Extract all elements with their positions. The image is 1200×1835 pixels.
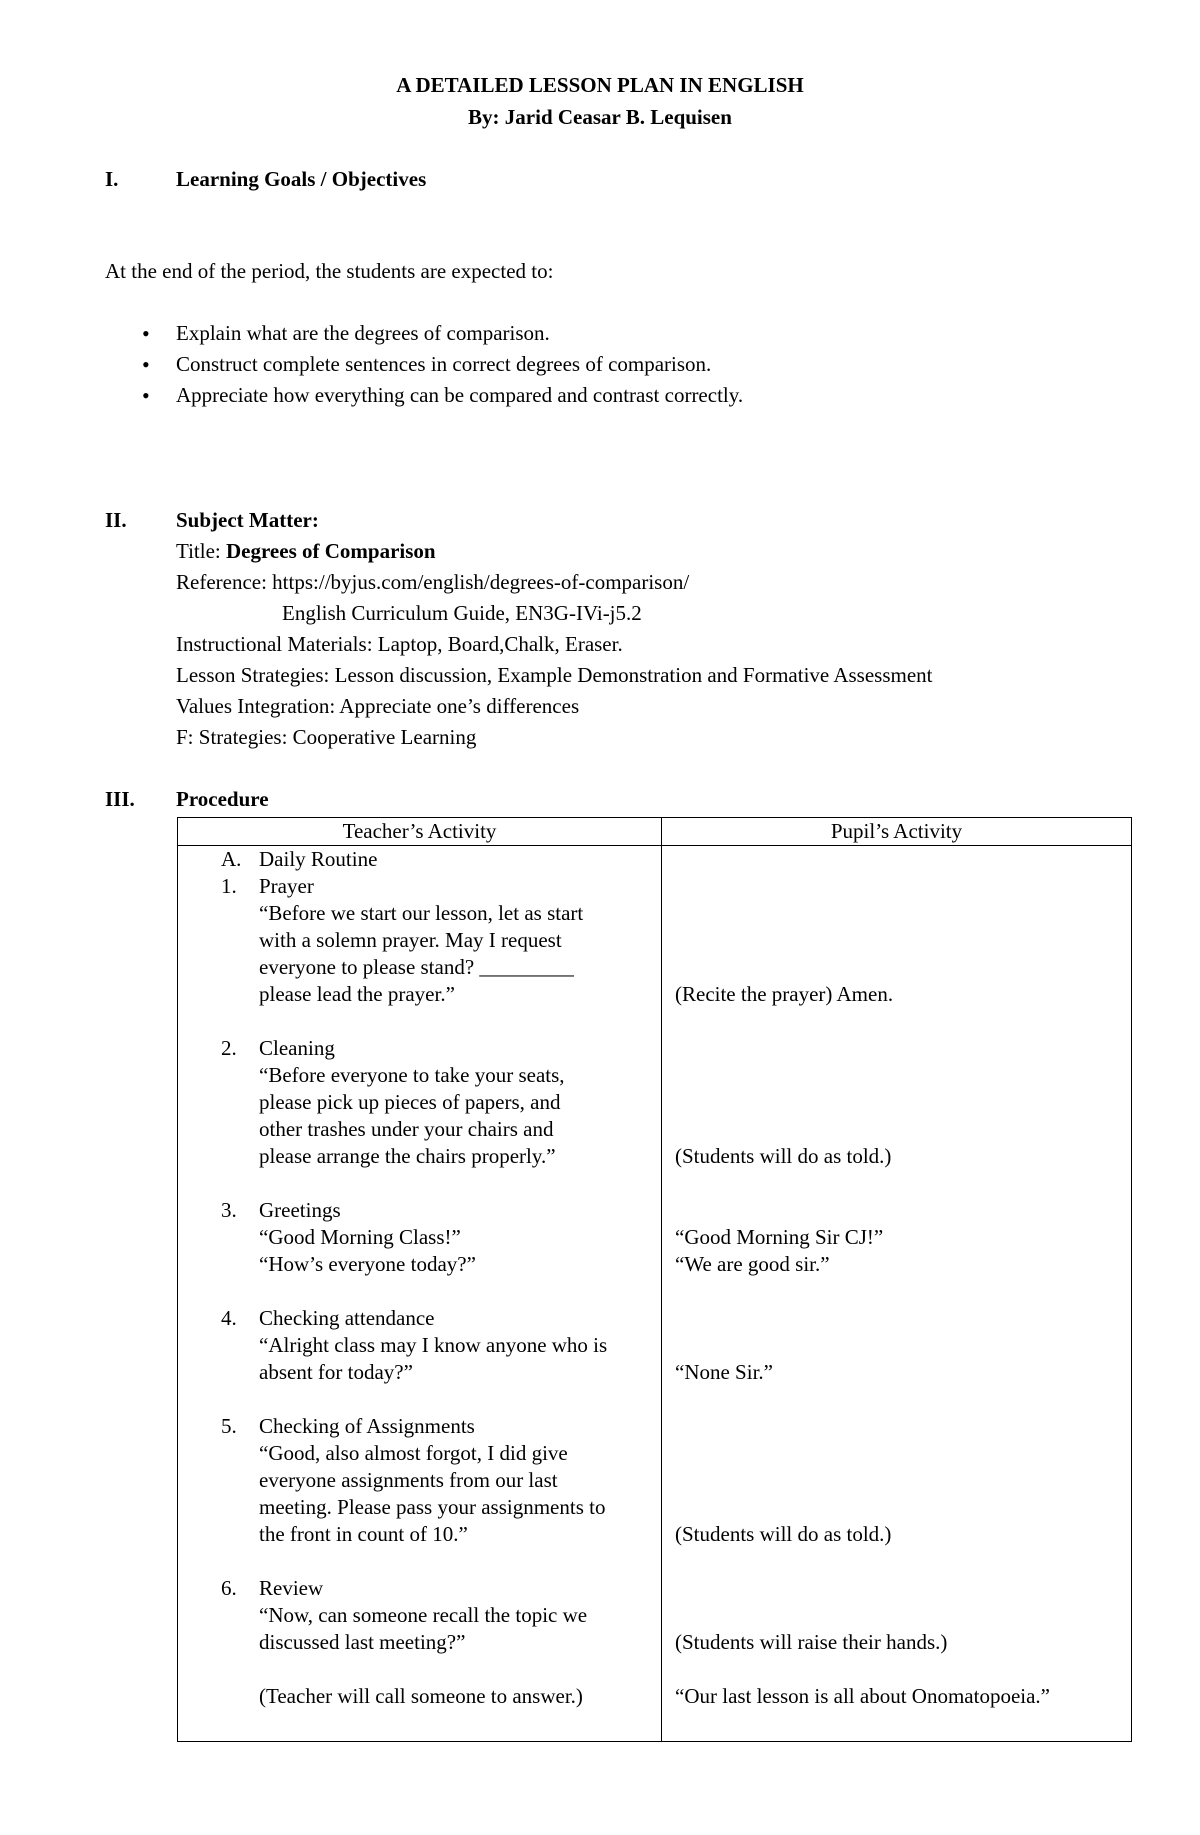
- bullet-icon: •: [142, 352, 150, 377]
- greetings-title: Greetings: [259, 1198, 341, 1222]
- lesson-title-value: Degrees of Comparison: [226, 539, 436, 563]
- review-response: (Students will raise their hands.): [675, 1630, 948, 1654]
- teacher-activity-header: Teacher’s Activity: [178, 818, 662, 846]
- section1-heading: Learning Goals / Objectives: [176, 167, 427, 191]
- section3-heading: Procedure: [176, 787, 269, 811]
- reference-guide: English Curriculum Guide, EN3G-IVi-j5.2: [282, 601, 642, 625]
- daily-routine-title: Daily Routine: [259, 847, 378, 871]
- lesson-title: Title: Degrees of Comparison: [176, 539, 436, 563]
- attendance-response: “None Sir.”: [675, 1360, 773, 1384]
- objectives-intro: At the end of the period, the students are expected to:: [105, 259, 554, 283]
- prayer-response: (Recite the prayer) Amen.: [675, 982, 894, 1006]
- greetings-response: “Good Morning Sir CJ!”: [675, 1225, 884, 1249]
- f-strategies: F: Strategies: Cooperative Learning: [176, 725, 477, 749]
- pupil-activity-cell: [662, 846, 1132, 1742]
- teacher-activity-cell: A. Daily Routine 1. Prayer “Before we start our lesson, let as start with a solemn prayer. May I request everyone to please stand? _________ please lead the prayer.” 2. Cleaning “Before everyone to take your seats, please pick up pieces of papers, and other trashes under your chairs and please arrange the chairs properly.” 3. Greetings “Good Morning Class!” “How’s everyone today?” 4. Checking attendance “Alright class may I know anyone who is absent for today?” 5. Checking of Assignments “Good, also almost forgot, I did give everyone assignments from our last meeting. Please pass your assignments to the front in count of 10.” 6. Review “Now, can someone recall the topic we discussed last meeting?” (Teacher will call someone to answer.): [178, 846, 662, 1742]
- section2-numeral: II.: [105, 508, 127, 532]
- objective-item: • Construct complete sentences in correct degrees of comparison.: [118, 349, 743, 380]
- assignments-response: (Students will do as told.): [675, 1522, 892, 1546]
- section3-numeral: III.: [105, 787, 135, 811]
- values-integration: Values Integration: Appreciate one’s differences: [176, 694, 580, 718]
- document-author: By: Jarid Ceasar B. Lequisen: [468, 105, 732, 129]
- lesson-strategies: Lesson Strategies: Lesson discussion, Example Demonstration and Formative Assessment: [176, 663, 933, 687]
- bullet-icon: •: [142, 321, 150, 346]
- prayer-title: Prayer: [259, 874, 314, 898]
- document-title: A DETAILED LESSON PLAN IN ENGLISH: [396, 73, 804, 97]
- procedure-table: [177, 817, 1132, 1742]
- objectives-list: [118, 318, 743, 411]
- reference-url: Reference: https://byjus.com/english/degrees-of-comparison/: [176, 570, 690, 594]
- section1-numeral: I.: [105, 167, 119, 191]
- table-header-row: [178, 818, 1132, 846]
- objective-item: • Appreciate how everything can be compared and contrast correctly.: [118, 380, 743, 411]
- assignments-title: Checking of Assignments: [259, 1414, 475, 1438]
- review-response: “Our last lesson is all about Onomatopoeia.”: [675, 1684, 1050, 1708]
- section2-heading: Subject Matter:: [176, 508, 319, 532]
- attendance-title: Checking attendance: [259, 1306, 435, 1330]
- pupil-activity-header: Pupil’s Activity: [662, 818, 1132, 846]
- table-row: [178, 846, 1132, 1742]
- bullet-icon: •: [142, 383, 150, 408]
- review-title: Review: [259, 1576, 324, 1600]
- cleaning-title: Cleaning: [259, 1036, 335, 1060]
- cleaning-response: (Students will do as told.): [675, 1144, 892, 1168]
- greetings-response: “We are good sir.”: [675, 1252, 830, 1276]
- instructional-materials: Instructional Materials: Laptop, Board,Chalk, Eraser.: [176, 632, 623, 656]
- objective-item: • Explain what are the degrees of comparison.: [118, 318, 743, 349]
